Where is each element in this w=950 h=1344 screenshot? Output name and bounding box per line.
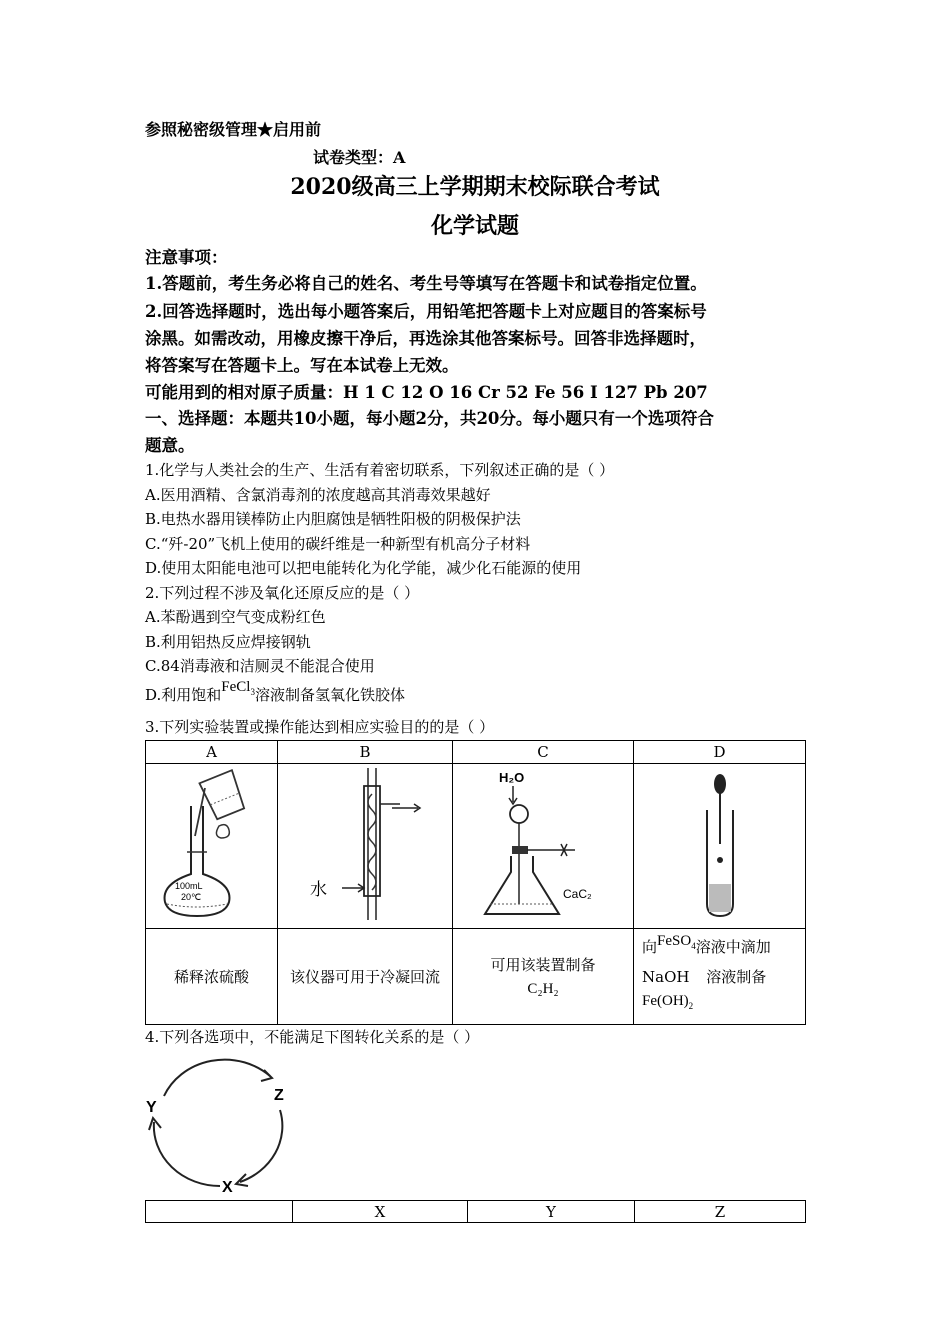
bulb-coil-icon — [368, 794, 376, 890]
q4-table — [145, 1200, 806, 1223]
flask-volume-label: 100mL — [174, 881, 203, 891]
q2-option-d — [145, 679, 405, 706]
beaker-icon — [199, 770, 246, 820]
exam-title: 2020级高三上学期期末校际联合考试 — [290, 174, 660, 200]
section-1-line-2: 题意。 — [145, 436, 195, 455]
atomic-mass: 可能用到的相对原子质量：H 1 C 12 O 16 Cr 52 Fe 56 I 127 Pb 207 — [145, 383, 708, 402]
feso4-main: FeSO — [657, 933, 692, 949]
q4-header-x: X — [293, 1201, 468, 1223]
secret-level: 参照秘密级管理★启用前 — [145, 120, 322, 139]
arc-x-to-y — [154, 1122, 220, 1186]
q4-header-y: Y — [468, 1201, 635, 1223]
acetylene-apparatus-figure — [455, 764, 631, 924]
fecl3-formula — [221, 679, 255, 695]
q4-header-z: Z — [635, 1201, 806, 1223]
feso4-sub: 4 — [691, 941, 696, 951]
q3-figure-b — [278, 764, 453, 929]
stopper-icon — [216, 825, 229, 838]
q1-option-a: A.医用酒精、含氯消毒剂的浓度越高其消毒效果越好 — [145, 486, 491, 504]
note-2-line-1: 2.回答选择题时，选出每小题答案后，用铅笔把答题卡上对应题目的答案标号 — [145, 302, 707, 321]
paper-type: 试卷类型：A — [313, 148, 406, 167]
dropper-test-tube-figure — [635, 764, 805, 924]
q3-table — [145, 740, 806, 1025]
q3-figure-d — [634, 764, 806, 929]
fecl3-main: FeCl — [221, 679, 251, 695]
q1-stem: 1.化学与人类社会的生产、生活有着密切联系，下列叙述正确的是（ ） — [145, 461, 615, 479]
q4-header-blank — [146, 1201, 293, 1223]
q1-option-d: D.使用太阳能电池可以把电能转化为化学能，减少化石能源的使用 — [145, 559, 582, 577]
condenser-figure — [280, 764, 450, 924]
subject-title: 化学试题 — [430, 213, 519, 239]
note-1: 1.答题前，考生务必将自己的姓名、考生号等填写在答题卡和试卷指定位置。 — [145, 274, 707, 293]
note-2-line-2: 涂黑。如需改动，用橡皮擦干净后，再选涂其他答案标号。回答非选择题时， — [145, 329, 706, 348]
q3-stem: 3.下列实验装置或操作能达到相应实验目的的是（ ） — [145, 718, 495, 736]
q3-header-a: A — [146, 741, 278, 764]
node-z: Z — [274, 1087, 284, 1104]
fecl3-sub: 3 — [250, 687, 255, 697]
feoh2-sub: 2 — [688, 1001, 694, 1011]
q3-header-b: B — [278, 741, 453, 764]
q1-option-b: B.电热水器用镁棒防止内胆腐蚀是牺牲阳极的阴极保护法 — [145, 510, 521, 528]
q3-d-suffix: 溶液中滴加 — [695, 938, 771, 956]
h2o-label: H₂O — [499, 770, 525, 785]
q3-header-d: D — [634, 741, 806, 764]
water-label: 水 — [310, 880, 327, 900]
q2-stem: 2.下列过程不涉及氧化还原反应的是（ ） — [145, 584, 420, 602]
q3-header-c: C — [453, 741, 634, 764]
arc-z-to-x — [240, 1110, 282, 1182]
q3-caption-c-text: 可用该装置制备 — [490, 955, 596, 974]
q2-option-b: B.利用铝热反应焊接钢轨 — [145, 633, 311, 651]
q3-caption-a: 稀释浓硫酸 — [146, 929, 278, 1025]
q2-d-suffix: 溶液制备氢氧化铁胶体 — [254, 686, 405, 704]
q3-figure-a — [146, 764, 278, 929]
notes-heading: 注意事项： — [145, 248, 228, 267]
cycle-diagram — [140, 1050, 310, 1200]
q3-figure-c — [453, 764, 634, 929]
cac2-label: CaC₂ — [563, 887, 592, 901]
node-y: Y — [146, 1099, 157, 1116]
solution-icon — [709, 884, 731, 912]
q3-caption-c — [453, 929, 634, 1025]
funnel-bulb-icon — [510, 805, 528, 823]
node-x: X — [222, 1179, 233, 1196]
q3-caption-b-text: 该仪器可用于冷凝回流 — [290, 967, 441, 986]
stopper-icon — [512, 846, 528, 854]
dropper-bulb-icon — [714, 774, 726, 794]
q4-stem: 4.下列各选项中，不能满足下图转化关系的是（ ） — [145, 1028, 480, 1046]
feoh2-formula — [642, 989, 805, 1018]
q3-d-prefix: 向 — [642, 938, 658, 956]
q2-option-c: C.84消毒液和洁厕灵不能混合使用 — [145, 657, 375, 675]
q3-caption-b — [278, 929, 453, 1025]
q3-d-line2: NaOH 溶液制备 — [642, 968, 767, 986]
q3-caption-d — [634, 929, 806, 1025]
conical-flask-icon — [485, 856, 559, 914]
arc-y-to-z — [164, 1060, 270, 1096]
feoh2-main: Fe(OH) — [642, 993, 689, 1009]
volumetric-flask-figure — [147, 764, 277, 924]
c2h2-formula: C₂H₂ — [527, 980, 559, 997]
flask-temp-label: 20℃ — [180, 892, 201, 902]
feso4-formula — [657, 933, 696, 949]
q2-d-prefix: D.利用饱和 — [145, 686, 222, 704]
section-1-line-1: 一、选择题：本题共10小题，每小题2分，共20分。每小题只有一个选项符合 — [145, 409, 714, 428]
q2-option-a: A.苯酚遇到空气变成粉红色 — [145, 608, 326, 626]
q1-option-c: C.“歼-20”飞机上使用的碳纤维是一种新型有机高分子材料 — [145, 535, 531, 553]
note-2-line-3: 将答案写在答题卡上。写在本试卷上无效。 — [145, 356, 459, 375]
